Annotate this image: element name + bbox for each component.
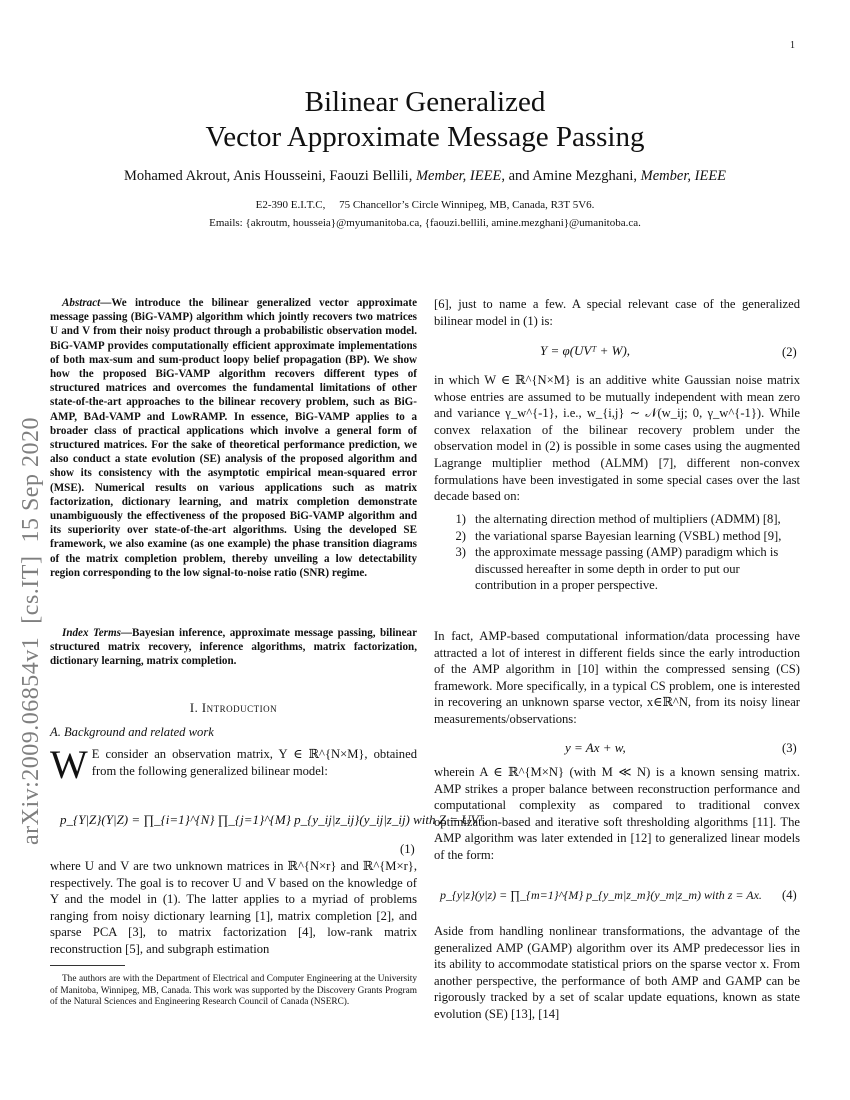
- arxiv-stamp: arXiv:2009.06854v1 [cs.IT] 15 Sep 2020: [18, 417, 44, 845]
- list-item: [434, 528, 800, 545]
- paper-title: [0, 85, 850, 155]
- equation-1-number: (1): [400, 842, 415, 856]
- list-item: [434, 544, 800, 594]
- subsection-heading: A. Background and related work: [50, 725, 214, 739]
- page-number: 1: [790, 40, 795, 51]
- index-terms: [50, 626, 417, 669]
- emails: Emails: {akroutm, housseia}@myumanitoba.ca, {faouzi.bellili, amine.mezghani}@umanitoba.ca.: [209, 217, 641, 229]
- list-item-text: the approximate message passing (AMP) paradigm which is discussed hereafter in some depth in order to put our contribution in a proper perspective.: [475, 545, 779, 593]
- list-item-number: 1): [455, 512, 466, 526]
- authors-names-2: , and Amine Mezghani,: [501, 168, 641, 184]
- section-heading: I. Introduction: [189, 701, 278, 715]
- equation-2-number: (2): [782, 345, 797, 359]
- drop-cap: W: [50, 742, 88, 787]
- equation-2: Y = φ(UVᵀ + W),: [540, 343, 631, 358]
- intro-paragraph-1-text: E consider an observation matrix, Y ∈ ℝ^{N×M}, obtained from the following generalized bilinear model:: [91, 747, 417, 778]
- abstract-label: Abstract: [62, 297, 101, 309]
- list-item-text: the variational sparse Bayesian learning (VSBL) method [9],: [475, 528, 782, 543]
- author-list: [0, 168, 850, 185]
- intro-paragraph-2: where U and V are two unknown matrices in ℝ^{N×r} and ℝ^{M×r}, respectively. The goal is to recover U and V based on the knowledge of Y and the model in (1). The latter applies to a myriad of problems ranging from noisy dictionary learning [1], matrix completion [2], and sparse PCA [3], to matrix factorization [4], low-rank matrix reconstruction [5], and subgraph estimation: [50, 859, 417, 956]
- title-line-2: Vector Approximate Message Passing: [205, 121, 645, 153]
- equation-4-number: (4): [782, 888, 797, 902]
- footnote: [50, 974, 417, 1009]
- index-terms-text: —Bayesian inference, approximate message passing, bilinear structured matrix recovery, inference algorithms, matrix factorization, dictionary learning, matrix completion.: [50, 627, 417, 668]
- footnote-divider: [50, 965, 125, 966]
- list-item: [434, 511, 800, 528]
- abstract-text: —We introduce the bilinear generalized vector approximate message passing (BiG-VAMP) algorithm which jointly recovers two matrices U and V from their noisy product through a probabilistic observation model. BiG-VAMP provides computationally efficient approximate implementations of both max-sum and sum-product loopy belief propagation (BP). We show how the proposed BiG-VAMP algorithm recovers different types of structured matrices and overcomes the fundamental limitations of other state-of-the-art approaches to the bilinear recovery problem, such as BiG-AMP, BAd-VAMP and LowRAMP. In essence, BiG-VAMP applies to a broader class of practical applications which involve a general form of structured matrices. For the sake of theoretical performance prediction, we also conduct a state evolution (SE) analysis of the proposed algorithm and show its consistency with the asymptotic empirical mean-squared error (MSE). Numerical results on various applications such as matrix factorization, dictionary learning, and matrix completion demonstrate unambiguously the effectiveness of the proposed BiG-VAMP algorithm and its superiority over state-of-the-art algorithms. Using the developed SE framework, we also examine (as one example) the phase transition diagrams of the matrix completion problem, thereby unveiling a low detectability region corresponding to the low signal-to-noise ratio (SNR) regime.: [50, 297, 417, 579]
- list-item-number: 3): [455, 545, 466, 560]
- list-item-number: 2): [455, 528, 466, 543]
- equation-4: p_{y|z}(y|z) = ∏_{m=1}^{M} p_{y_m|z_m}(y_m|z_m) with z = Ax.: [440, 888, 762, 902]
- index-terms-label: Index Terms: [62, 627, 121, 639]
- equation-3-number: (3): [782, 741, 797, 755]
- footnote-text: The authors are with the Department of Electrical and Computer Engineering at the University of Manitoba, Winnipeg, MB, Canada. This work was supported by the Discovery Grants Program of the Natural Sciences and Engineering Research Council of Canada (NSERC).: [50, 974, 417, 1007]
- right-paragraph-4: wherein A ∈ ℝ^{M×N} (with M ≪ N) is a known sensing matrix. AMP strikes a proper balance between reconstruction performance and computational complexity as compared to traditional convex optimization-based and iterative soft thresholding algorithms [11]. The AMP algorithm was later extended in [12] to generalized linear models of the form:: [434, 765, 800, 862]
- list-item-text: the alternating direction method of multipliers (ADMM) [8],: [475, 512, 781, 526]
- authors-names-1: Mohamed Akrout, Anis Housseini, Faouzi Bellili,: [123, 168, 416, 184]
- affiliation-block: [0, 196, 850, 232]
- right-paragraph-1: [6], just to name a few. A special relevant case of the generalized bilinear model in (1) is:: [434, 297, 800, 328]
- title-line-1: Bilinear Generalized: [304, 86, 546, 118]
- method-list: [434, 511, 800, 594]
- authors-member-1: Member, IEEE: [415, 168, 502, 184]
- right-paragraph-5: Aside from handling nonlinear transformations, the advantage of the generalized AMP (GAMP) algorithm over its AMP predecessor lies in its ability to accommodate statistical priors on the sparse vector x. From another perspective, the performance of both AMP and GAMP can be rigorously tracked by a set of scalar update equations, known as state evolution (SE) [13], [14]: [434, 924, 800, 1021]
- abstract: [50, 296, 417, 580]
- right-paragraph-3: In fact, AMP-based computational information/data processing have attracted a lot of interest in different fields since the early introduction of the AMP algorithm in [10] within the compressed sensing (CS) framework. More specifically, in a typical CS problem, one is interested in recovering an unknown sparse vector, x∈ℝ^N, from its noisy linear measurements/observations:: [434, 629, 800, 726]
- right-paragraph-2: in which W ∈ ℝ^{N×M} is an additive white Gaussian noise matrix whose entries are assumed to be mutually independent with mean zero and variance γ_w^{-1}, i.e., w_{i,j} ∼ 𝒩(w_ij; 0, γ_w^{-1}). While convex relaxation of the bilinear recovery problem under the observation model in (2) is possible in some cases using the augmented Lagrange multiplier method (ALMM) [7], different non-convex formulations have been investigated in some special cases over the last decade based on:: [434, 373, 800, 504]
- equation-3: y = Ax + w,: [565, 740, 626, 755]
- affiliation: E2-390 E.I.T.C, 75 Chancellor’s Circle Winnipeg, MB, Canada, R3T 5V6.: [255, 199, 595, 211]
- intro-paragraph-1: [50, 742, 417, 787]
- authors-member-2: Member, IEEE: [640, 168, 727, 184]
- equation-1: p_{Y|Z}(Y|Z) = ∏_{i=1}^{N} ∏_{j=1}^{M} p_{y_ij|z_ij}(y_ij|z_ij) with Z = UVᵀ,: [60, 812, 487, 827]
